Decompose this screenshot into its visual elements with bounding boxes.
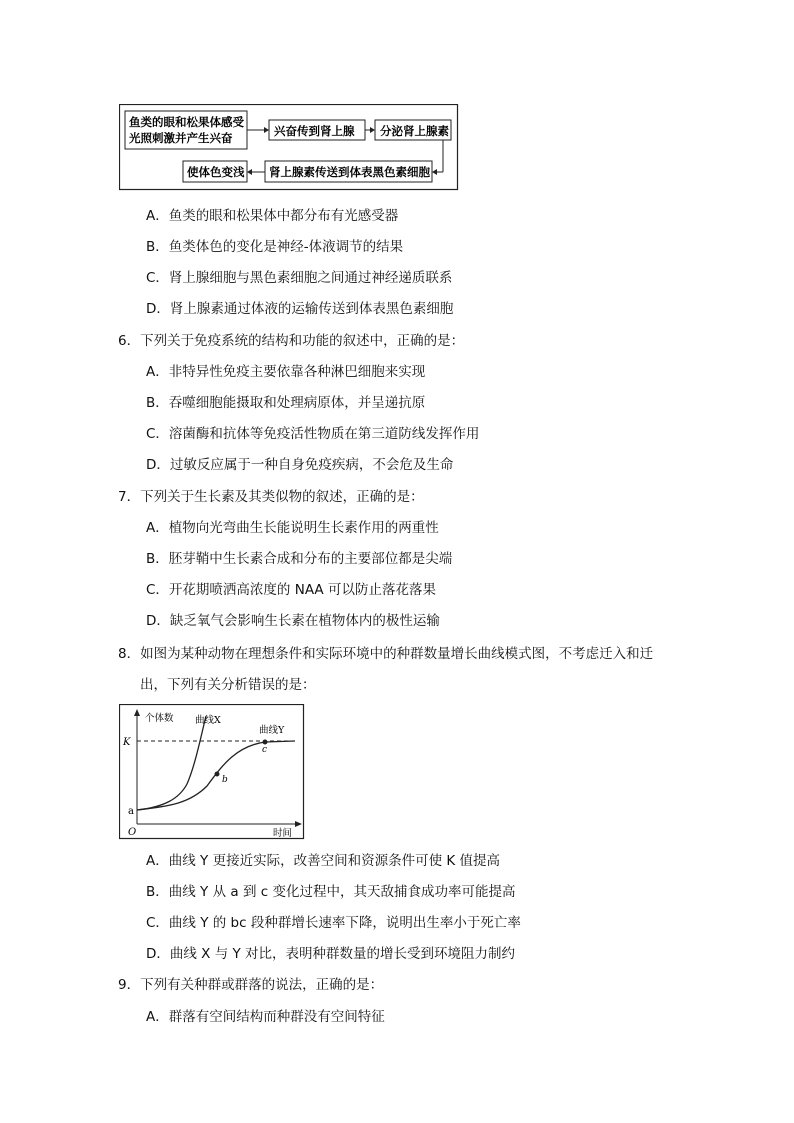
q6-option-b: B．吞噬细胞能摄取和处理病原体，并呈递抗原 bbox=[146, 395, 426, 411]
origin-label: O bbox=[128, 827, 137, 838]
curve-y-label: 曲线Y bbox=[259, 725, 285, 736]
point-b bbox=[215, 772, 220, 777]
q8-option-a: A．曲线 Y 更接近实际，改善空间和资源条件可使 K 值提高 bbox=[146, 853, 500, 869]
q5-option-b: B．鱼类体色的变化是神经-体液调节的结果 bbox=[146, 239, 404, 255]
q8-option-b: B．曲线 Y 从 a 到 c 变化过程中，其天敌捕食成功率可能提高 bbox=[146, 884, 516, 900]
q9-stem: 9．下列有关种群或群落的说法，正确的是： bbox=[118, 977, 384, 993]
curve-x bbox=[137, 716, 206, 810]
q8-option-c: C．曲线 Y 的 bc 段种群增长速率下降，说明出生率小于死亡率 bbox=[146, 915, 521, 931]
flow-box-1-line2: 光照刺激并产生兴奋 bbox=[129, 131, 233, 145]
q8-stem-line2: 出，下列有关分析错误的是： bbox=[140, 677, 316, 693]
q7-stem: 7．下列关于生长素及其类似物的叙述，正确的是： bbox=[118, 489, 424, 505]
point-c bbox=[263, 740, 268, 745]
population-growth-graph bbox=[119, 704, 305, 840]
flow-box-5-text: 使体色变浅 bbox=[187, 165, 245, 179]
k-label: K bbox=[123, 737, 131, 748]
a-label: a bbox=[128, 806, 134, 817]
q7-option-d: D．缺乏氧气会影响生长素在植物体内的极性运输 bbox=[146, 613, 440, 629]
q7-option-a: A．植物向光弯曲生长能说明生长素作用的两重性 bbox=[146, 520, 439, 536]
x-axis-label: 时间 bbox=[273, 828, 293, 839]
c-label: c bbox=[262, 745, 268, 755]
curve-x-label: 曲线X bbox=[195, 715, 221, 726]
q8-option-d: D．曲线 X 与 Y 对比，表明种群数量的增长受到环境阻力制约 bbox=[146, 946, 516, 962]
q6-option-d: D．过敏反应属于一种自身免疫疾病，不会危及生命 bbox=[146, 457, 454, 473]
flow-box-2-text: 兴奋传到肾上腺 bbox=[274, 124, 355, 138]
q6-option-a: A．非特异性免疫主要依靠各种淋巴细胞来实现 bbox=[146, 364, 426, 380]
b-label: b bbox=[222, 775, 228, 785]
q5-option-d: D．肾上腺素通过体液的运输传送到体表黑色素细胞 bbox=[146, 301, 454, 317]
q7-option-b: B．胚芽鞘中生长素合成和分布的主要部位都是尖端 bbox=[146, 551, 453, 567]
q6-stem: 6．下列关于免疫系统的结构和功能的叙述中，正确的是： bbox=[118, 333, 465, 349]
q7-option-c: C．开花期喷洒高浓度的 NAA 可以防止落花落果 bbox=[146, 582, 436, 598]
q9-option-a: A．群落有空间结构而种群没有空间特征 bbox=[146, 1009, 385, 1025]
flow-box-4-text: 肾上腺素传送到体表黑色素细胞 bbox=[269, 165, 430, 179]
q5-option-c: C．肾上腺细胞与黑色素细胞之间通过神经递质联系 bbox=[146, 270, 453, 286]
y-axis-label: 个体数 bbox=[145, 713, 174, 724]
q8-stem-line1: 8．如图为某种动物在理想条件和实际环境中的种群数量增长曲线模式图，不考虑迁入和迁 bbox=[118, 646, 654, 662]
flow-box-1-line1: 鱼类的眼和松果体感受 bbox=[129, 115, 244, 129]
q5-option-a: A．鱼类的眼和松果体中都分布有光感受器 bbox=[146, 208, 399, 224]
flow-box-3-text: 分泌肾上腺素 bbox=[380, 124, 449, 138]
flow-diagram bbox=[119, 104, 459, 192]
q6-option-c: C．溶菌酶和抗体等免疫活性物质在第三道防线发挥作用 bbox=[146, 426, 480, 442]
